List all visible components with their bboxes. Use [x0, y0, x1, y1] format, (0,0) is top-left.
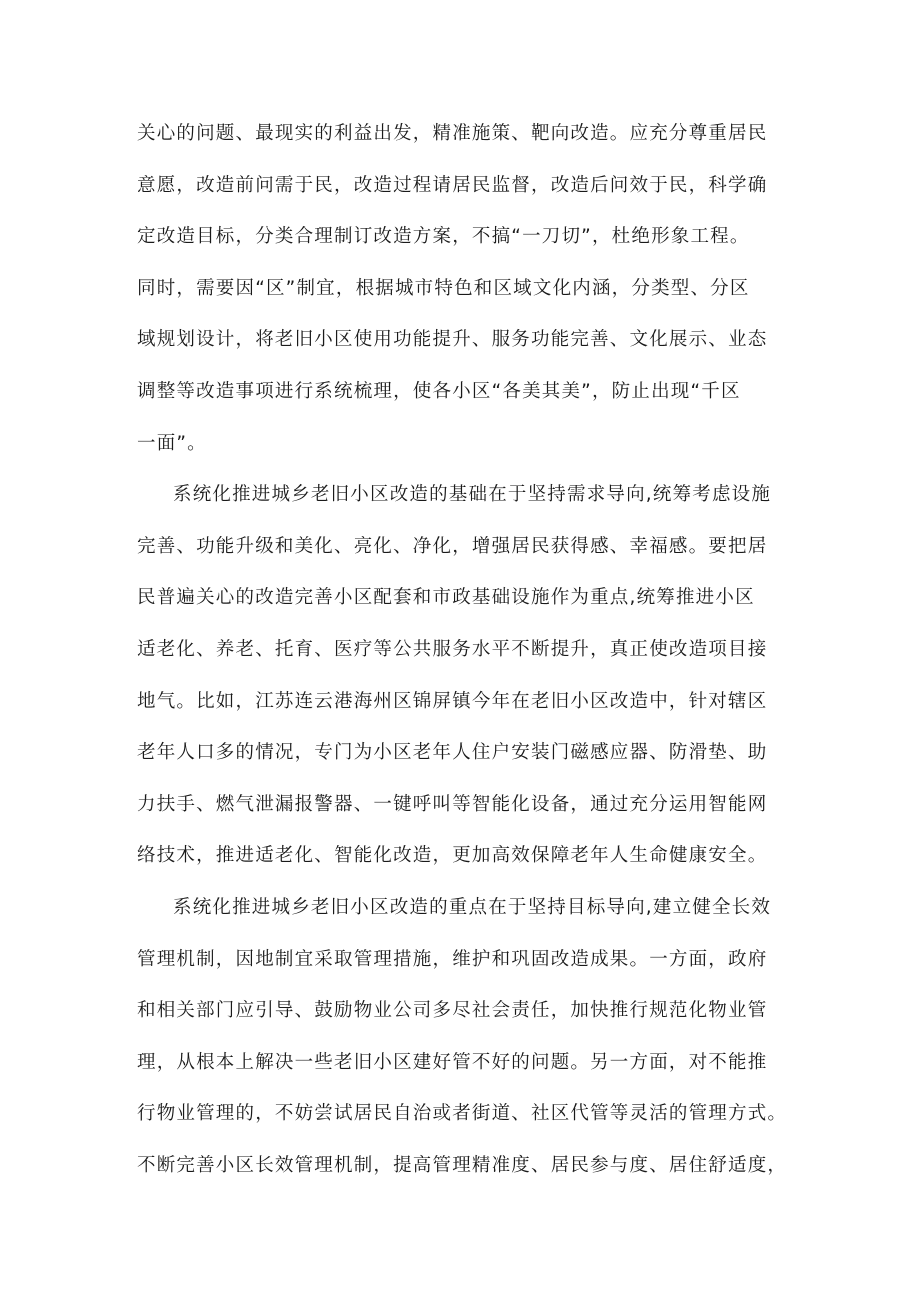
text-line: 一面”。: [137, 433, 207, 454]
text-line: 完善、功能升级和美化、亮化、净化，增强居民获得感、幸福感。要把居: [137, 536, 768, 557]
text-line: 和相关部门应引导、鼓励物业公司多尽社会责任，加快推行规范化物业管: [137, 1000, 768, 1021]
text-line: 同时，需要因“区”制宜，根据城市特色和区域文化内涵，分类型、分区: [137, 278, 750, 299]
text-line: 老年人口多的情况，专门为小区老年人住户安装门磁感应器、防滑垫、助: [137, 742, 768, 763]
text-line: 系统化推进城乡老旧小区改造的重点在于坚持目标导向,建立健全长效: [173, 897, 772, 918]
text-line: 民普遍关心的改造完善小区配套和市政基础设施作为重点,统筹推进小区: [137, 587, 755, 608]
text-line: 系统化推进城乡老旧小区改造的基础在于坚持需求导向,统筹考虑设施: [173, 484, 772, 505]
text-line: 关心的问题、最现实的利益出发，精准施策、靶向改造。应充分尊重居民: [137, 123, 768, 144]
text-line: 调整等改造事项进行系统梳理，使各小区“各美其美”，防止出现“千区: [137, 381, 741, 402]
text-line: 管理机制，因地制宜采取管理措施，维护和巩固改造成果。一方面，政府: [137, 949, 768, 970]
text-line: 意愿，改造前问需于民，改造过程请居民监督，改造后问效于民，科学确: [137, 175, 768, 196]
text-line: 定改造目标，分类合理制订改造方案，不搞“一刀切”，杜绝形象工程。: [137, 226, 750, 247]
text-line: 力扶手、燃气泄漏报警器、一键呼叫等智能化设备，通过充分运用智能网: [137, 794, 768, 815]
text-line: 行物业管理的，不妨尝试居民自治或者街道、社区代管等灵活的管理方式。: [137, 1103, 788, 1124]
text-line: 地气。比如，江苏连云港海州区锦屏镇今年在老旧小区改造中，针对辖区: [137, 691, 768, 712]
text-line: 络技术，推进适老化、智能化改造，更加高效保障老年人生命健康安全。: [137, 845, 768, 866]
text-line: 不断完善小区长效管理机制，提高管理精准度、居民参与度、居住舒适度，: [137, 1155, 788, 1176]
text-line: 适老化、养老、托育、医疗等公共服务水平不断提升，真正使改造项目接: [137, 639, 768, 660]
text-line: 理，从根本上解决一些老旧小区建好管不好的问题。另一方面，对不能推: [137, 1052, 768, 1073]
text-line: 域规划设计，将老旧小区使用功能提升、服务功能完善、文化展示、业态: [137, 329, 768, 350]
